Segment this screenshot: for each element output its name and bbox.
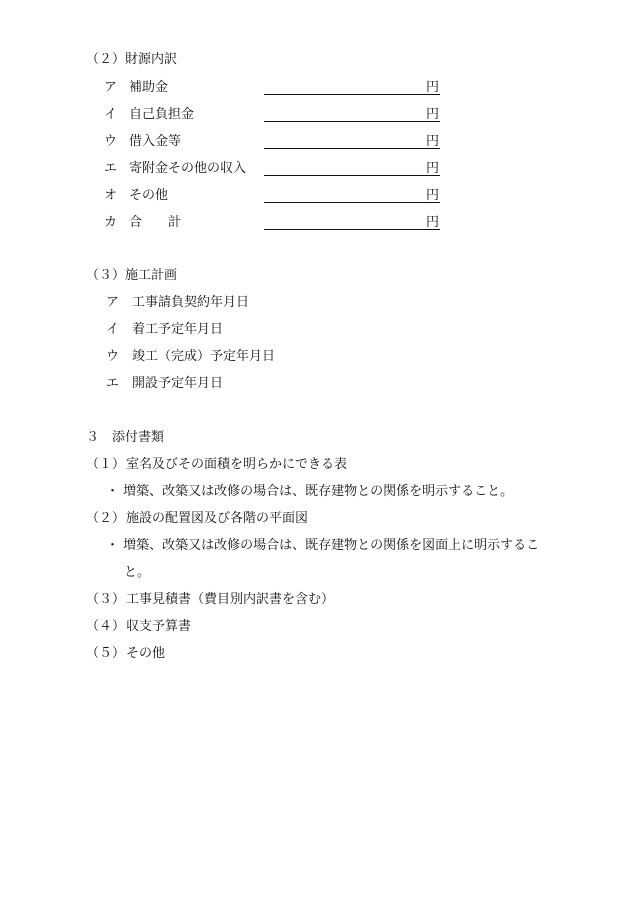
yen-unit: 円: [426, 215, 440, 230]
attachment-item-number: （３）: [86, 592, 126, 607]
amount-underline: [264, 121, 440, 122]
construction-item-mark: ウ: [106, 349, 120, 364]
finance-item-label: 借入金等: [129, 134, 182, 149]
amount-underline: [264, 94, 440, 95]
finance-heading: （２）財源内訳: [86, 52, 178, 67]
construction-heading: （３）施工計画: [86, 268, 178, 283]
attachment-item-number: （５）: [86, 646, 126, 661]
construction-item-label: 竣工（完成）予定年月日: [132, 349, 276, 364]
finance-item-mark: エ: [104, 161, 118, 176]
amount-underline: [264, 148, 440, 149]
construction-item-label: 開設予定年月日: [132, 376, 224, 391]
attachment-note-continuation: と。: [124, 565, 151, 580]
finance-item-label: 合 計: [129, 215, 182, 230]
attachment-item-number: （２）: [86, 511, 126, 526]
finance-item-label: 自己負担金: [129, 107, 195, 122]
amount-underline: [264, 202, 440, 203]
yen-unit: 円: [426, 188, 440, 203]
finance-item-mark: イ: [104, 107, 118, 122]
yen-unit: 円: [426, 107, 440, 122]
construction-item-mark: イ: [106, 322, 120, 337]
attachments-heading: ３ 添付書類: [86, 430, 165, 445]
finance-item-label: その他: [129, 188, 169, 203]
finance-item-label: 補助金: [129, 80, 169, 95]
finance-item-mark: ア: [104, 80, 118, 95]
construction-item-mark: エ: [106, 376, 120, 391]
attachment-item-label: 室名及びその面積を明らかにできる表: [126, 457, 348, 472]
yen-unit: 円: [426, 80, 440, 95]
attachment-item-label: 工事見積書（費目別内訳書を含む）: [126, 592, 335, 607]
attachment-item-label: 施設の配置図及び各階の平面図: [126, 511, 309, 526]
finance-item-mark: カ: [104, 215, 118, 230]
yen-unit: 円: [426, 161, 440, 176]
attachment-item-number: （１）: [86, 457, 126, 472]
construction-item-label: 工事請負契約年月日: [132, 295, 250, 310]
yen-unit: 円: [426, 134, 440, 149]
attachment-note: ・ 増築、改築又は改修の場合は、既存建物との関係を図面上に明示するこ: [106, 538, 540, 553]
amount-underline: [264, 175, 440, 176]
construction-item-mark: ア: [106, 295, 120, 310]
finance-item-label: 寄附金その他の収入: [129, 161, 247, 176]
attachment-item-label: その他: [126, 646, 166, 661]
finance-item-mark: ウ: [104, 134, 118, 149]
construction-item-label: 着工予定年月日: [132, 322, 224, 337]
finance-item-mark: オ: [104, 188, 118, 203]
attachment-item-number: （４）: [86, 619, 126, 634]
amount-underline: [264, 229, 440, 230]
attachment-note: ・ 増築、改築又は改修の場合は、既存建物との関係を明示すること。: [106, 484, 514, 499]
attachment-item-label: 収支予算書: [126, 619, 192, 634]
